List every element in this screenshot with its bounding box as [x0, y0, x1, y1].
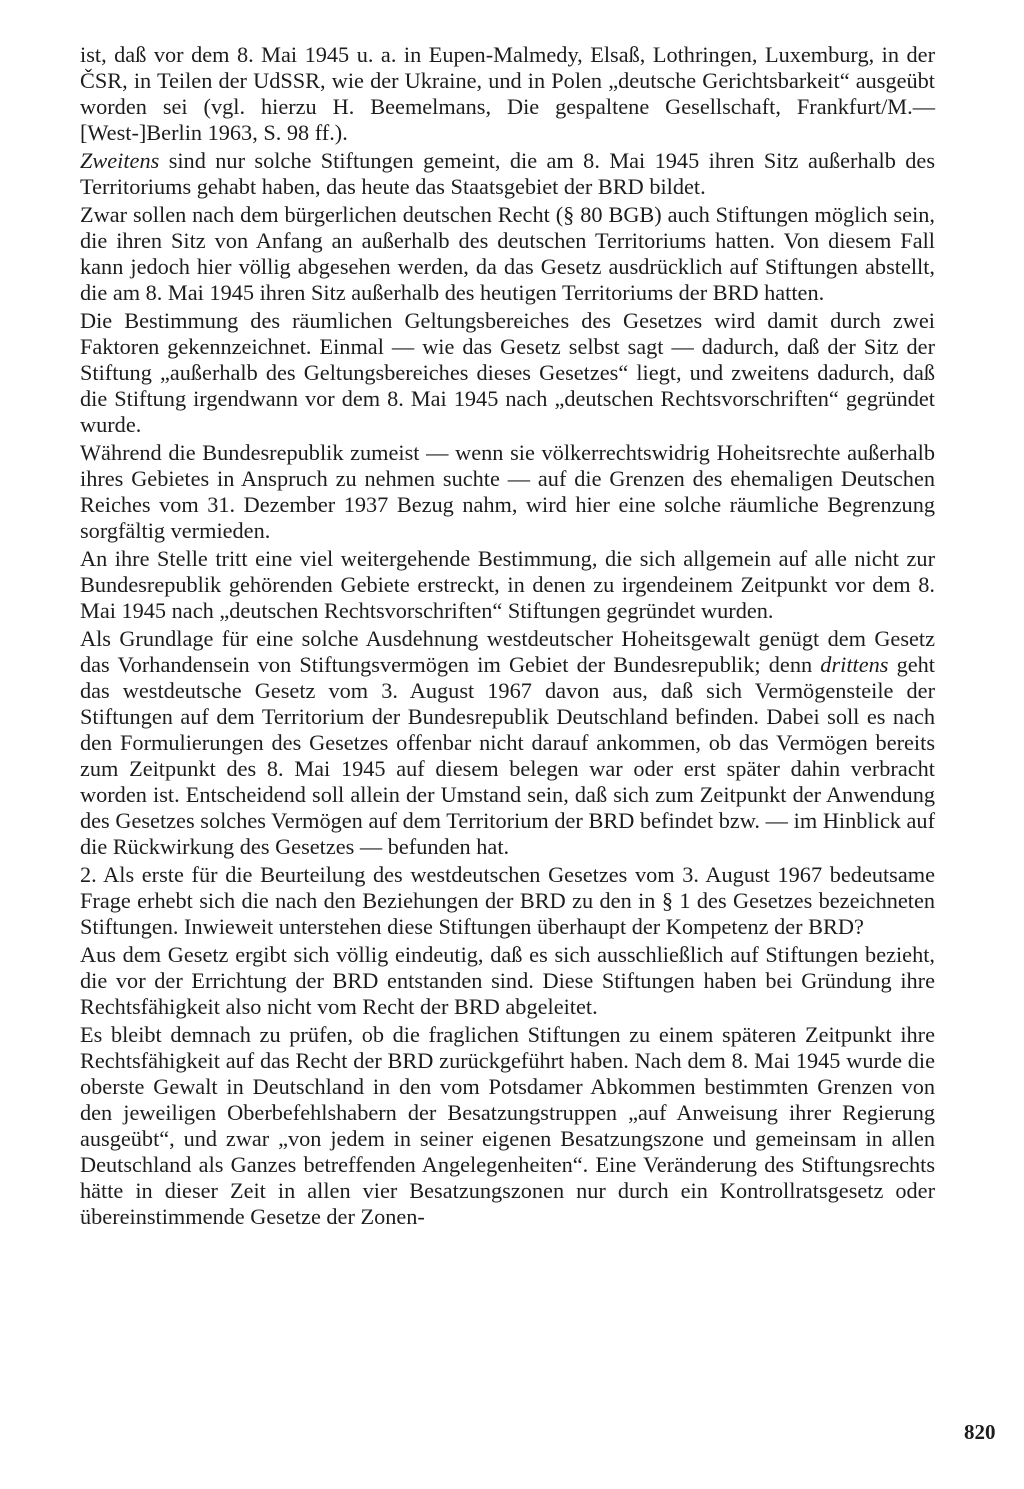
paragraph: [80, 626, 935, 860]
paragraph-text: sind nur solche Stiftungen gemeint, die am 8. Mai 1945 ihren Sitz außerhalb des Territoriums gehabt haben, das heute das Staatsgebiet der BRD bildet.: [80, 148, 935, 199]
document-body: [80, 42, 935, 1230]
paragraph: [80, 440, 935, 544]
paragraph: [80, 1022, 935, 1230]
paragraph-text: Es bleibt demnach zu prüfen, ob die fraglichen Stiftungen zu einem späteren Zeitpunkt ihre Rechtsfähigkeit auf das Recht der BRD zurückgeführt haben. Nach dem 8. Mai 1945 wurde die oberste Gewalt in Deutschland in den vom Potsdamer Abkommen bestimmten Grenzen von den jeweiligen Oberbefehlshabern der Besatzungstruppen „auf Anweisung ihrer Regierung ausgeübt“, und zwar „von jedem in seiner eigenen Besatzungszone und gemeinsam in allen Deutschland als Ganzes betreffenden Angelegenheiten“. Eine Veränderung des Stiftungsrechts hätte in dieser Zeit in allen vier Besatzungszonen nur durch ein Kontrollratsgesetz oder übereinstimmende Gesetze der Zonen-: [80, 1022, 935, 1229]
paragraph: [80, 942, 935, 1020]
paragraph-text: Während die Bundesrepublik zumeist — wenn sie völkerrechtswidrig Hoheitsrechte außerhalb ihres Gebietes in Anspruch zu nehmen suchte — auf die Grenzen des ehemaligen Deutschen Reiches vom 31. Dezember 1937 Bezug nahm, wird hier eine solche räumliche Begrenzung sorgfältig vermieden.: [80, 440, 935, 543]
paragraph-text: Zwar sollen nach dem bürgerlichen deutschen Recht (§ 80 BGB) auch Stiftungen möglich sein, die ihren Sitz von Anfang an außerhalb des deutschen Territoriums hatten. Von diesem Fall kann jedoch hier völlig abgesehen werden, da das Gesetz ausdrücklich auf Stiftungen abstellt, die am 8. Mai 1945 ihren Sitz außerhalb des heutigen Territoriums der BRD hatten.: [80, 202, 935, 305]
paragraph-text: geht das westdeutsche Gesetz vom 3. August 1967 davon aus, daß sich Vermögensteile der Stiftungen auf dem Territorium der Bundesrepublik Deutschland befinden. Dabei soll es nach den Formulierungen des Gesetzes offenbar nicht darauf ankommen, ob das Vermögen bereits zum Zeitpunkt des 8. Mai 1945 auf diesem belegen war oder erst später dahin verbracht worden ist. Entscheidend soll allein der Umstand sein, daß sich zum Zeitpunkt der Anwendung des Gesetzes solches Vermögen auf dem Territorium der BRD befindet bzw. — im Hinblick auf die Rückwirkung des Gesetzes — befunden hat.: [80, 652, 935, 859]
page-number: 820: [964, 1420, 996, 1444]
paragraph-text: Die Bestimmung des räumlichen Geltungsbereiches des Gesetzes wird damit durch zwei Faktoren gekennzeichnet. Einmal — wie das Gesetz selbst sagt — dadurch, daß der Sitz der Stiftung „außerhalb des Geltungsbereiches dieses Gesetzes“ liegt, und zweitens dadurch, daß die Stiftung irgendwann vor dem 8. Mai 1945 nach „deutschen Rechtsvorschriften“ gegründet wurde.: [80, 308, 935, 437]
paragraph: [80, 202, 935, 306]
emphasized-text: drittens: [820, 652, 889, 677]
paragraph-text: 2. Als erste für die Beurteilung des westdeutschen Gesetzes vom 3. August 1967 bedeutsame Frage erhebt sich die nach den Beziehungen der BRD zu den in § 1 des Gesetzes bezeichneten Stiftungen. Inwieweit unterstehen diese Stiftungen überhaupt der Kompetenz der BRD?: [80, 862, 935, 939]
paragraph: [80, 862, 935, 940]
paragraph: [80, 308, 935, 438]
paragraph: [80, 546, 935, 624]
paragraph-text: ist, daß vor dem 8. Mai 1945 u. a. in Eupen-Malmedy, Elsaß, Lothringen, Luxemburg, in der ČSR, in Teilen der UdSSR, wie der Ukraine, und in Polen „deutsche Gerichtsbarkeit“ ausgeübt worden sei (vgl. hierzu H. Beemelmans, Die gespaltene Gesellschaft, Frankfurt/M.—[West-]Berlin 1963, S. 98 ff.).: [80, 42, 935, 145]
paragraph: [80, 42, 935, 146]
paragraph-text: An ihre Stelle tritt eine viel weitergehende Bestimmung, die sich allgemein auf alle nicht zur Bundesrepublik gehörenden Gebiete erstreckt, in denen zu irgendeinem Zeitpunkt vor dem 8. Mai 1945 nach „deutschen Rechtsvorschriften“ Stiftungen gegründet wurden.: [80, 546, 935, 623]
emphasized-text: Zweitens: [80, 148, 160, 173]
paragraph-text: Aus dem Gesetz ergibt sich völlig eindeutig, daß es sich ausschließlich auf Stiftungen bezieht, die vor der Errichtung der BRD entstanden sind. Diese Stiftungen haben bei Gründung ihre Rechtsfähigkeit also nicht vom Recht der BRD abgeleitet.: [80, 942, 935, 1019]
paragraph-text: Als Grundlage für eine solche Ausdehnung westdeutscher Hoheitsgewalt genügt dem Gesetz das Vorhandensein von Stiftungsvermögen im Gebiet der Bundesrepublik; denn: [80, 626, 935, 677]
paragraph: [80, 148, 935, 200]
